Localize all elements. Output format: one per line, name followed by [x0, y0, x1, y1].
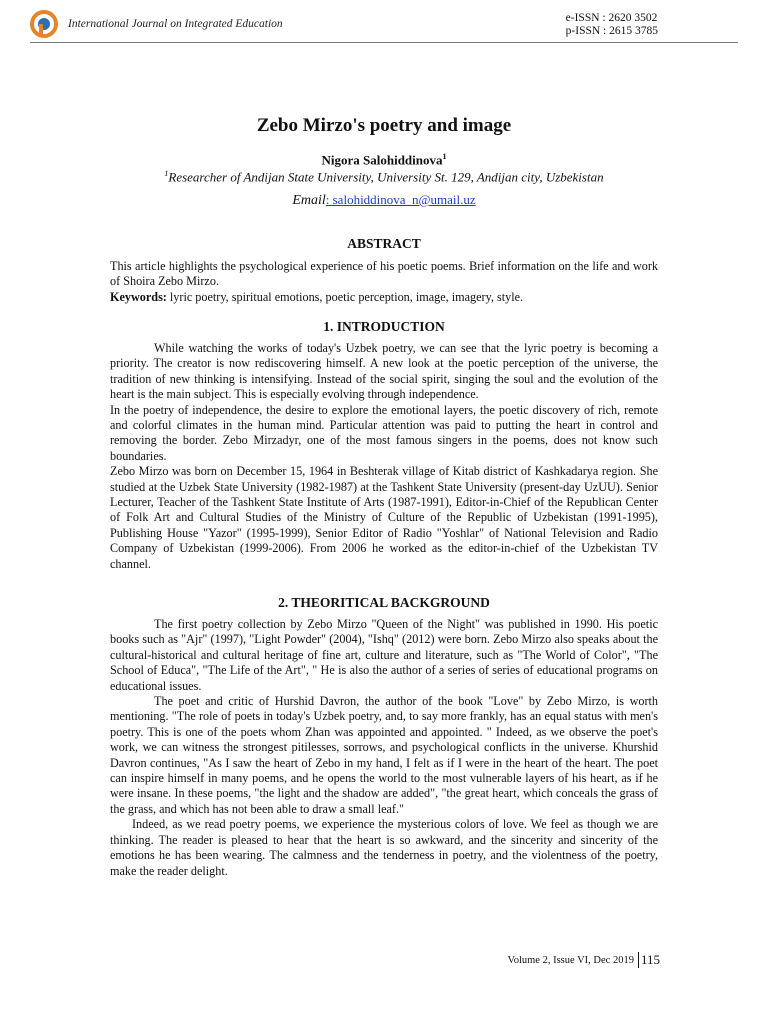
issn-block: [566, 12, 658, 38]
journal-name: International Journal on Integrated Education: [68, 18, 283, 30]
introduction-heading: 1. INTRODUCTION: [323, 319, 445, 334]
abstract-body: [110, 259, 658, 305]
page-number: 115: [638, 952, 660, 968]
page-footer: [507, 952, 660, 968]
keywords-line: [110, 290, 658, 305]
background-body: [110, 617, 658, 879]
header-divider: [30, 42, 738, 43]
author-email: [0, 192, 768, 209]
author-affiliation: $^1$Researcher of Andijan State University, University St. 129, Andijan city, Uzbekistan: [164, 169, 604, 185]
paragraph: In the poetry of independence, the desire to explore the emotional layers, the poetic discovery of rich, remote and colorful climates in the human mind. Particular attention was paid to putting the heart in control and removing the border. Zebo Mirzadyr, one of the most famous singers in the poems, does not know such boundaries.: [110, 402, 658, 463]
pissn: p-ISSN : 2615 3785: [565, 25, 658, 37]
email-label: Email: [292, 193, 326, 208]
paragraph: Zebo Mirzo was born on December 15, 1964 in Beshterak village of Kitab district of Kashkadarya region. She studied at the Uzbek State University (1982-1987) at the Tashkent State University (present-day UzUU). Senior Lecturer, Teacher of the Tashkent State Institute of Arts (1987-1991), Editor-in-Chief of the Republican Center of Folk Art and Cultural Studies of the Ministry of Culture of the Republic of Uzbekistan (1991-1995), Publishing House "Yazor" (1995-1999), Senior Editor of Radio "Yoshlar" of National Television and Radio Company of Uzbekistan (1999-2006). From 2006 he worked as the editor-in-chief of the Uzbekistan TV channel.: [110, 464, 658, 571]
keywords-label: Keywords:: [110, 289, 167, 304]
abstract-heading: ABSTRACT: [347, 236, 421, 251]
paragraph: While watching the works of today's Uzbek poetry, we can see that the lyric poetry is becoming a priority. The creator is now rediscovering himself. A new look at the poetic perception of the universe, the tradition of new thinking is intensifying. Instead of the social spirit, singing the soul and the evolution of the heart is the main subject. This is especially evolving through independence.: [110, 341, 658, 402]
paper-title: Zebo Mirzo's poetry and image: [256, 115, 512, 136]
introduction-body: [110, 341, 658, 572]
journal-logo-icon: [30, 10, 58, 38]
background-heading: 2. THEORITICAL BACKGROUND: [278, 595, 490, 610]
paragraph: Indeed, as we read poetry poems, we experience the mysterious colors of love. We feel as though we are thinking. The reader is pleased to hear that the heart is so awkward, and the sincerity and sincerity of the emotions he has been wearing. The calmness and the tenderness in poetry, and the violentness of the poetry, make the reader delight.: [110, 817, 658, 878]
email-link[interactable]: : salohiddinova_n@umail.uz: [325, 192, 476, 207]
author-name: Nigora Salohiddinova$^1$: [321, 152, 447, 168]
paragraph: The poet and critic of Hurshid Davron, the author of the book "Love" by Zebo Mirzo, is worth mentioning. "The role of poets in today's Uzbek poetry, and, to say more frankly, has an equal status with men's poetry. This is one of the poets whom Zhan was appointed and appointed. " Indeed, as we observe the poet's work, we can witness the strongest pitilesses, sorrows, and psychological conflicts in the universe. Khurshid Davron continues, "As I saw the heart of Zebo in my hand, I felt as if I were in the heart of the heart. The poet can inspire himself in many poems, and he opens the world to the most vulnerable layers of his heart, as if he were insane. In these poems, "the light and the shadow are added", "the great heart, which conceals the grass of the grass, and which has not been able to draw a small leaf.": [110, 694, 658, 816]
volume-info: Volume 2, Issue VI, Dec 2019: [507, 954, 634, 966]
abstract-text: This article highlights the psychological experience of his poetic poems. Brief information on the life and work of Shoira Zebo Mirzo.: [110, 259, 658, 289]
keywords-text: lyric poetry, spiritual emotions, poetic perception, image, imagery, style.: [166, 289, 524, 304]
eissn: e-ISSN : 2620 3502: [565, 12, 658, 24]
paragraph: The first poetry collection by Zebo Mirzo "Queen of the Night" was published in 1990. His poetic books such as "Ajr" (1997), "Light Powder" (2004), "Ishq" (2012) were born. Zebo Mirzo also speaks about the cultural-historical and cultural heritage of fine art, culture and literature, such as "The World of Color", "The School of Educa", "The Life of the Art", " He is also the author of a series of series of educational programs on educational issues.: [110, 617, 658, 693]
